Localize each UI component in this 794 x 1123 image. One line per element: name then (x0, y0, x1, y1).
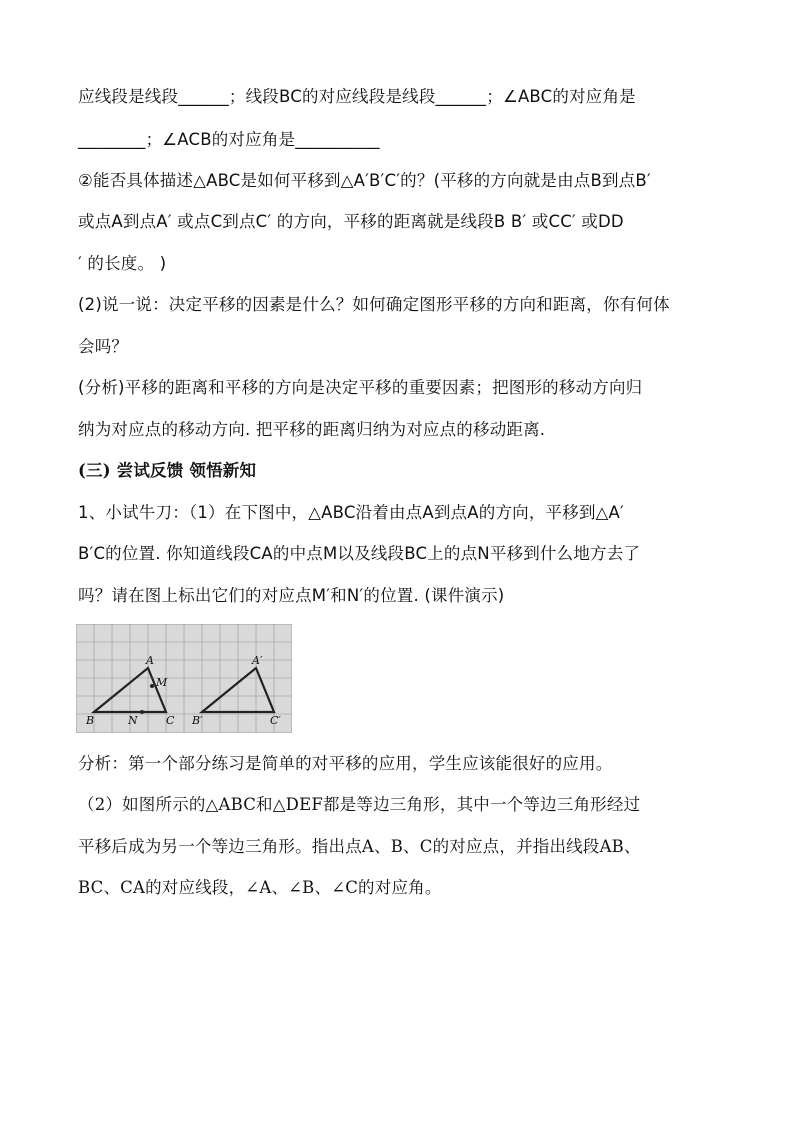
text-line-9: 纳为对应点的移动方向. 把平移的距离归纳为对应点的移动距离. (78, 420, 546, 439)
text-line-8: (分析)平移的距离和平移的方向是决定平移的重要因素；把图形的移动方向归 (78, 378, 643, 397)
label-c-prime: C′ (270, 714, 281, 727)
translation-grid-figure (76, 624, 292, 733)
label-b: B (86, 714, 95, 727)
text-line-5: ′ 的长度。 ) (78, 254, 167, 273)
label-n: N (128, 714, 138, 727)
text-line-14: 分析：第一个部分练习是简单的对平移的应用，学生应该能很好的应用。 (78, 754, 613, 773)
label-a-prime: A′ (252, 654, 263, 667)
label-a: A (146, 654, 154, 667)
label-c: C (166, 714, 175, 727)
text-line-7: 会吗？ (78, 337, 129, 356)
text-line-15: （2）如图所示的△ABC和△DEF都是等边三角形，其中一个等边三角形经过 (78, 795, 641, 814)
text-line-2: ________；∠ACB的对应角是__________ (78, 130, 380, 149)
text-line-16: 平移后成为另一个等边三角形。指出点A、B、C的对应点，并指出线段AB、 (78, 837, 641, 856)
text-line-3: ②能否具体描述△ABC是如何平移到△A′B′C′的？(平移的方向就是由点B到点B′ (78, 171, 651, 190)
text-line-12: B′C的位置. 你知道线段CA的中点M以及线段BC上的点N平移到什么地方去了 (78, 544, 641, 563)
text-line-4: 或点A到点A′ 或点C到点C′ 的方向，平移的距离就是线段B B′ 或CC′ 或DD (78, 212, 624, 231)
section-heading: (三) 尝试反馈 领悟新知 (78, 461, 257, 480)
text-line-6: (2)说一说：决定平移的因素是什么？如何确定图形平移的方向和距离，你有何体 (78, 295, 670, 314)
text-line-11: 1、小试牛刀：（1）在下图中，△ABC沿着由点A到点A的方向，平移到△A′ (78, 503, 624, 522)
text-line-1: 应线段是线段______；线段BC的对应线段是线段______；∠ABC的对应角是 (78, 87, 636, 106)
point-n (140, 710, 144, 714)
label-m: M (156, 676, 168, 689)
text-line-13: 吗？请在图上标出它们的对应点M′和N′的位置. (课件演示) (78, 586, 505, 605)
point-m (150, 684, 154, 688)
label-b-prime: B′ (192, 714, 203, 727)
text-line-17: BC、CA的对应线段，∠A、∠B、∠C的对应角。 (78, 878, 442, 897)
